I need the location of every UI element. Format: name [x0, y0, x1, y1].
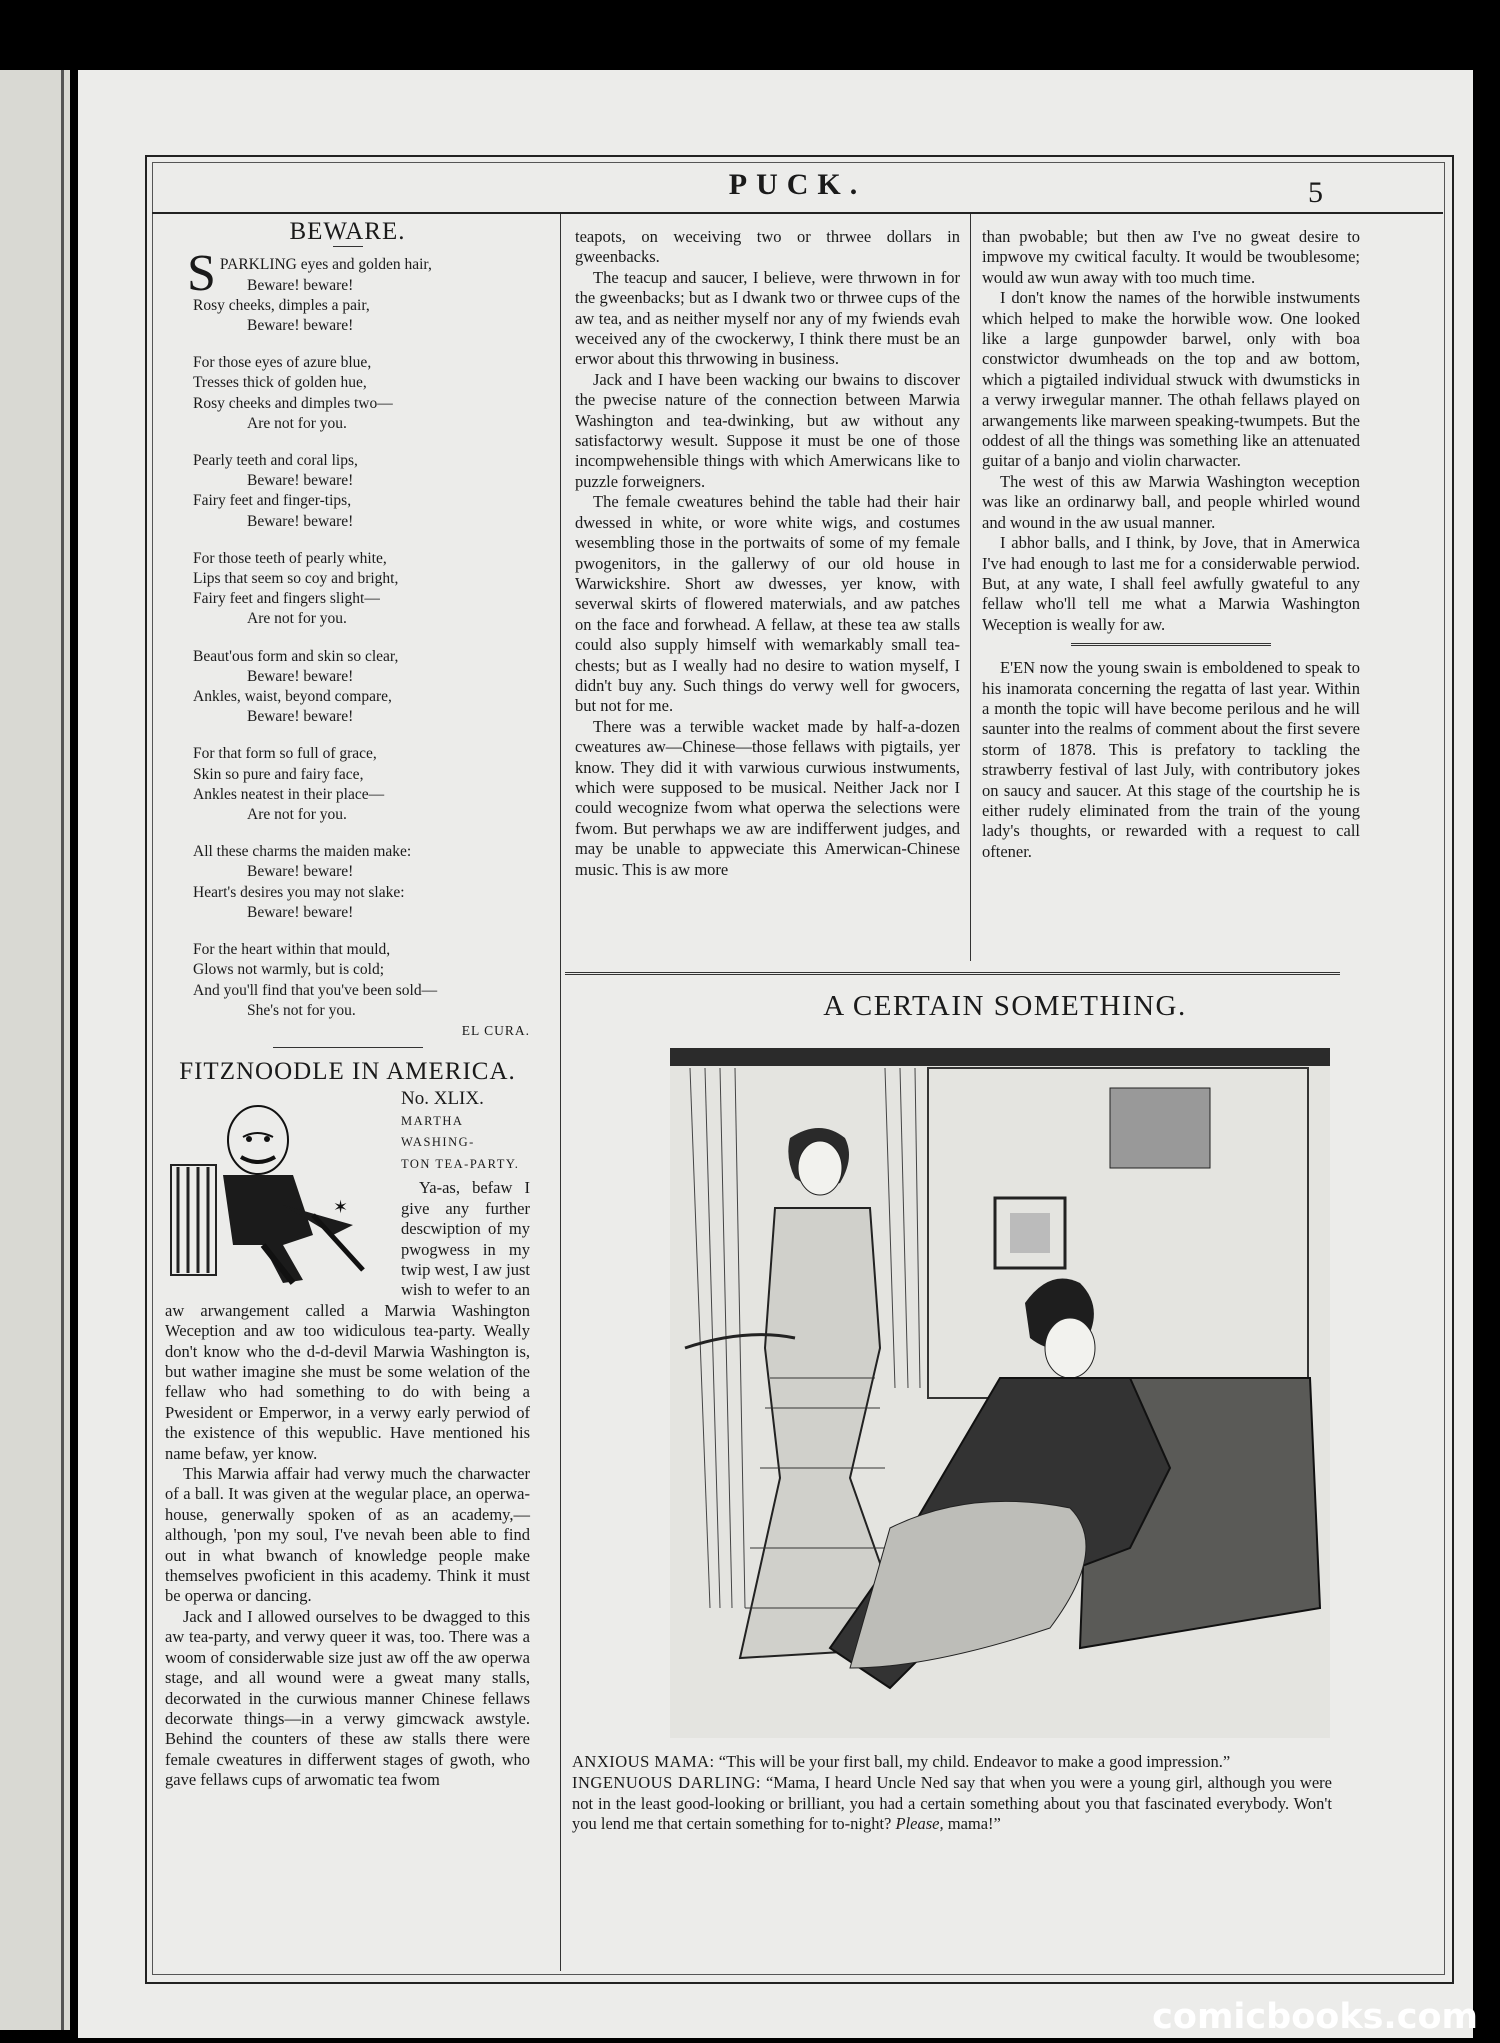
- poem-line: Beware! beware!: [247, 708, 354, 726]
- regatta-notice: [982, 658, 1360, 862]
- poem-line: For those teeth of pearly white,: [193, 549, 387, 567]
- caption-line-darling: [572, 1773, 1332, 1834]
- article-paragraph: The teacup and saucer, I believe, were thrwown in for the gweenbacks; but as I dwank two or thrwee cups of the aw tea, and as neither myself nor any of my fwiends evah weceived any of the cwockerwy, I think there must be an erwor about this thrwowing in business.: [575, 267, 960, 369]
- article-paragraph: teapots, on weceiving two or thrwee dollars in gweenbacks.: [575, 227, 960, 267]
- poem-line: For that form so full of grace,: [193, 745, 377, 763]
- poem-line: Fairy feet and fingers slight—: [193, 590, 380, 608]
- poem-line: Tresses thick of golden hue,: [193, 374, 367, 392]
- drop-cap: S: [187, 245, 216, 303]
- column-divider-2: [970, 214, 971, 961]
- poem-line: Heart's desires you may not slake:: [193, 883, 405, 901]
- cartoon-title: A CERTAIN SOMETHING.: [823, 990, 1187, 1022]
- caption-emphasis: Please,: [895, 1814, 944, 1834]
- article-paragraph: The west of this aw Marwia Washington weception was like an ordinarwy ball, and people whirled wound and wound in the aw usual manner.: [982, 471, 1360, 532]
- poem-line: For the heart within that mould,: [193, 941, 391, 959]
- poem-line: Beware! beware!: [247, 276, 354, 294]
- section-rule: [565, 972, 1340, 975]
- poem-line: Beware! beware!: [247, 472, 354, 490]
- caption-speaker: INGENUOUS DARLING:: [572, 1773, 762, 1793]
- poem-line: Rosy cheeks, dimples a pair,: [193, 296, 370, 314]
- fitznoodle-subtitle-2: TON TEA-PARTY.: [401, 1156, 520, 1171]
- cartoon-illustration: [670, 1048, 1330, 1738]
- caption-line-mama: [572, 1752, 1332, 1772]
- fitznoodle-cartoon-illustration: [163, 1095, 393, 1290]
- poem-line: Rosy cheeks and dimples two—: [193, 394, 393, 412]
- column-divider-1: [560, 214, 561, 1971]
- column-1: [165, 218, 530, 1791]
- beware-title: BEWARE.: [289, 218, 406, 245]
- fitznoodle-subtitle-1: MARTHA WASHING-: [401, 1114, 475, 1149]
- fitznoodle-number: No. XLIX.: [401, 1087, 484, 1109]
- caption-dialogue: “This will be your first ball, my child. Endeavor to make a good impression.”: [714, 1752, 1231, 1771]
- caption-dialogue-end: mama!”: [943, 1814, 1001, 1834]
- svg-text:✶: ✶: [333, 1196, 349, 1217]
- poem-line: Beware! beware!: [247, 512, 354, 530]
- poem-line: Beware! beware!: [247, 903, 354, 921]
- poem-line: Fairy feet and finger-tips,: [193, 492, 352, 510]
- fitznoodle-paragraph: Jack and I allowed ourselves to be dwagged to this aw tea-party, and verwy queer it was, too. There was a woom of considerwable size just aw off the aw operwa stage, and all wound were a gweat many stalls, decorwated in the curwious manner Chinese fellaws decorwate things—in a verwy gimcwack awstyle. Behind the counters of these aw stalls there were female cweatures in differwent stages of gwoth, who gave fellaws cups of arwomatic tea fwom: [165, 1606, 530, 1790]
- article-paragraph: I abhor balls, and I think, by Jove, that in Amerwica I've had enough to last me for a considerwable perwiod. But, at any wate, I shall feel awfully gwateful to any fellaw who'll tell me what a Marwia Washington Weception is weally for aw.: [982, 533, 1360, 634]
- column-2: [575, 227, 960, 880]
- fitznoodle-title: FITZNOODLE IN AMERICA.: [179, 1058, 516, 1086]
- column-3: [982, 227, 1360, 862]
- poem-line: Are not for you.: [247, 806, 347, 824]
- cartoon-caption: [572, 1752, 1332, 1836]
- poem-line: Beware! beware!: [247, 317, 354, 335]
- fitznoodle-paragraph: Ya-as, befaw I give any further descwiption of my pwogwess in my twip west, I aw just wish to wefer to an aw arwangement called a Marwia Washington Weception and aw too widiculous tea-party. Weally don't know who the d-d-devil Marwia Washington is, but wather imagine she must be some welation of the fellaw who had something to do with being a Pwesident or Emperwor, in a verwy early perwiod of the existence of this wepublic. Have mentioned his name befaw, yer know.: [165, 1178, 530, 1463]
- poem-line: Ankles, waist, beyond compare,: [193, 688, 392, 706]
- poem-line: Are not for you.: [247, 414, 347, 432]
- poem-line: Beaut'ous form and skin so clear,: [193, 647, 399, 665]
- poem-line: She's not for you.: [247, 1001, 356, 1019]
- masthead-title: PUCK.: [728, 168, 867, 201]
- poem-line: Lips that seem so coy and bright,: [193, 570, 399, 588]
- article-paragraph: Jack and I have been wacking our bwains to discover the pwecise nature of the connection between Marwia Washington and tea-dwinking, but aw without any satisfactorwy wesult. Suppose it must be one of those incompwehensible things with which Amerwicans like to puzzle forweigners.: [575, 369, 960, 491]
- poem-line: And you'll find that you've been sold—: [193, 981, 438, 999]
- poem-line: Pearly teeth and coral lips,: [193, 452, 358, 470]
- poem-line: Beware! beware!: [247, 863, 354, 881]
- article-paragraph: I don't know the names of the horwible instwuments which helped to make the horwible wow. One looked like a large gunpowder barwel, only with boa constwictor dwumheads on the top and aw bottom, which a pigtailed individual stwuck with dwumsticks in a verwy irwegular manner. The othah fellaws played on arwangements like marween speaking-twumpets. But the oddest of all the things was something like an attenuated guitar of a banjo and violin charwacter.: [982, 288, 1360, 471]
- poem-line: All these charms the maiden make:: [193, 843, 412, 861]
- caption-speaker: ANXIOUS MAMA:: [572, 1752, 715, 1771]
- article-paragraph: There was a terwible wacket made by half-a-dozen cweatures aw—Chinese—those fellaws with pigtails, yer know. They did it with varwious curwious instwuments, which were supposed to be musical. Neither Jack nor I could wecognize fwom what operwa the selections were fwom. But perwhaps we aw are indifferwent judges, and may be unable to appweciate this Amerwican-Chinese music. This is aw more: [575, 716, 960, 879]
- poem-line: Glows not warmly, but is cold;: [193, 961, 385, 979]
- notice-lead: E'EN: [1000, 658, 1036, 678]
- poem-signature: EL CURA.: [461, 1022, 530, 1038]
- poem-line: Are not for you.: [247, 610, 347, 628]
- adjacent-page-edge: [0, 70, 70, 2030]
- fitznoodle-paragraph: This Marwia affair had verwy much the charwacter of a ball. It was given at the wegular place, an operwa-house, generwally spoken of as an academy,—although, 'pon my soul, I've nevah been able to find out in what bwanch of knowledge people make themselves pwoficient in this academy. Think it must be operwa or dancing.: [165, 1464, 530, 1606]
- page-number: 5: [1308, 176, 1323, 209]
- poem-line: For those eyes of azure blue,: [193, 354, 372, 372]
- poem-line: Beware! beware!: [247, 667, 354, 685]
- site-watermark: comicbooks.com: [1152, 1997, 1478, 2037]
- notice-text: now the young swain is emboldened to speak to his inamorata concerning the regatta of last year. Within a month the topic will have become perilous and he will saunter into the realms of comment about the first severe storm of 1878. This is prefatory to tackling the strawberry festival of last July, with contributory jokes on saucy and saucer. At this stage of the courtship he is either rudely eliminated from the train of the young lady's thoughts, or rewarded with a request to call oftener.: [982, 658, 1360, 861]
- article-paragraph: than pwobable; but then aw I've no gweat desire to impwove my cwitical faculty. It would be twoublesome; would aw wun away with too much time.: [982, 227, 1360, 287]
- poem-line: Ankles neatest in their place—: [193, 785, 385, 803]
- poem-line: Skin so pure and fairy face,: [193, 765, 364, 783]
- beware-poem: [187, 245, 530, 1021]
- caption-dialogue: “Mama, I heard Uncle Ned say that when you were a young girl, although you were not in the least good-looking or brilliant, you had a certain something about you that fascinated everybody. Won't you lend me that certain something for to-night?: [572, 1773, 1332, 1834]
- poem-line: PARKLING eyes and golden hair,: [219, 256, 432, 274]
- article-paragraph: The female cweatures behind the table had their hair dwessed in white, or wore white wigs, and costumes wesembling those in the portwaits of some of my female pwogenitors, in the gallerwy of our old house in Warwickshire. Short aw dwesses, yer know, with severwal skirts of flowered materwials, and aw patches on the face and forwhead. A fellaw, at these tea aw stalls could also supply himself with wemarkably small tea-chests; but as I weally had no desire to wation myself, I didn't buy any. Such things do verwy well for gwocers, but not for me.: [575, 492, 960, 716]
- header-rule: [152, 212, 1443, 214]
